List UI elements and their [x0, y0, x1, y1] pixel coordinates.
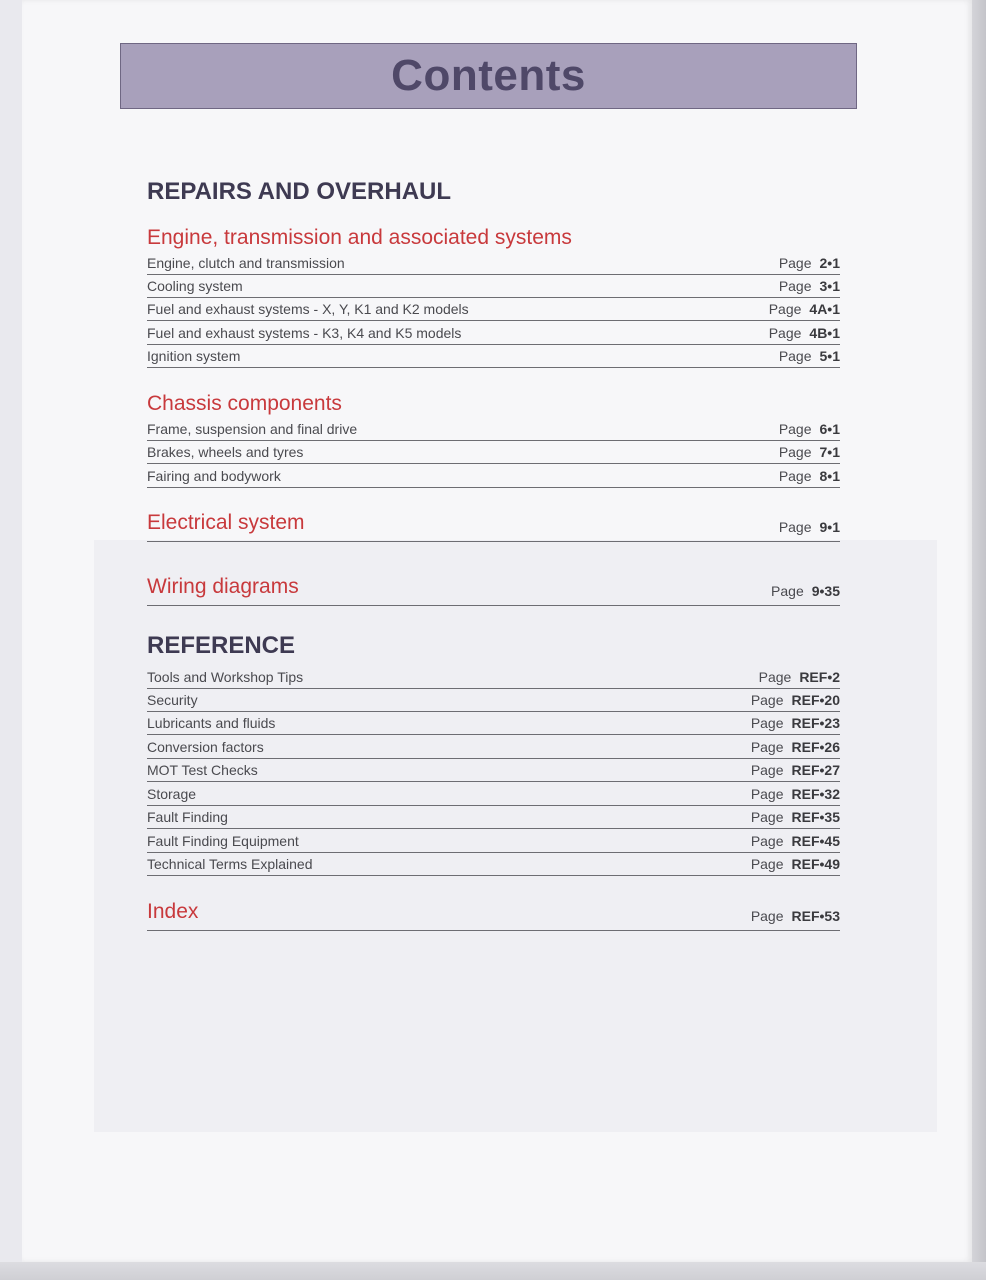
- chassis-section-heading: Chassis components: [147, 392, 342, 415]
- toc-row-page: Page REF•23: [750, 715, 840, 731]
- toc-row-label: Tools and Workshop Tips: [147, 669, 304, 685]
- toc-row-label: Conversion factors: [147, 739, 264, 755]
- toc-row-page: Page REF•45: [750, 833, 840, 849]
- toc-row[interactable]: [147, 853, 840, 876]
- toc-row-page: Page REF•35: [750, 809, 840, 825]
- toc-row-page: Page 9•35: [771, 583, 840, 599]
- toc-row[interactable]: [147, 465, 840, 488]
- toc-row[interactable]: [147, 275, 840, 298]
- toc-row[interactable]: [147, 783, 840, 806]
- toc-row[interactable]: [147, 252, 840, 275]
- toc-row[interactable]: [147, 806, 840, 829]
- toc-row-page: Page REF•27: [750, 762, 840, 778]
- toc-row-label: Cooling system: [147, 278, 243, 294]
- reference-heading: REFERENCE: [147, 632, 296, 659]
- toc-section-row-wiring[interactable]: [147, 570, 840, 606]
- toc-row-page: Page REF•53: [750, 908, 840, 924]
- title-banner: [120, 43, 857, 109]
- toc-row[interactable]: [147, 666, 840, 689]
- toc-row-page: Page REF•49: [750, 856, 840, 872]
- toc-row-label: Security: [147, 692, 198, 708]
- toc-row[interactable]: [147, 830, 840, 853]
- toc-row-label: MOT Test Checks: [147, 762, 258, 778]
- toc-row[interactable]: [147, 441, 840, 464]
- toc-row-label: Technical Terms Explained: [147, 856, 313, 872]
- toc-row[interactable]: [147, 759, 840, 782]
- toc-row-label: Lubricants and fluids: [147, 715, 276, 731]
- page-title: Contents: [391, 51, 586, 100]
- index-section-heading: Index: [147, 900, 199, 923]
- toc-row-page: Page 6•1: [778, 421, 840, 437]
- toc-row-label: Fuel and exhaust systems - K3, K4 and K5 models: [147, 325, 462, 341]
- wiring-section-heading: Wiring diagrams: [147, 575, 299, 598]
- toc-row-page: Page REF•20: [750, 692, 840, 708]
- toc-row-page: Page REF•32: [750, 786, 840, 802]
- toc-row-label: Engine, clutch and transmission: [147, 255, 345, 271]
- engine-section-heading: Engine, transmission and associated systems: [147, 226, 572, 249]
- toc-section-row-electrical[interactable]: [147, 505, 840, 542]
- page-edge-right: [972, 0, 986, 1280]
- toc-row-label: Frame, suspension and final drive: [147, 421, 358, 437]
- toc-row-page: Page 9•1: [778, 519, 840, 535]
- toc-row-page: Page REF•26: [750, 739, 840, 755]
- toc-row-label: Ignition system: [147, 348, 241, 364]
- toc-row-page: Page 4B•1: [768, 325, 840, 341]
- toc-row-page: Page REF•2: [758, 669, 840, 685]
- toc-row-page: Page 5•1: [778, 348, 840, 364]
- toc-row-label: Brakes, wheels and tyres: [147, 444, 304, 460]
- repairs-heading: REPAIRS AND OVERHAUL: [147, 178, 452, 205]
- toc-row-label: Fault Finding Equipment: [147, 833, 299, 849]
- toc-row[interactable]: [147, 736, 840, 759]
- toc-row-label: Fuel and exhaust systems - X, Y, K1 and K2 models: [147, 301, 469, 317]
- toc-row-label: Fairing and bodywork: [147, 468, 281, 484]
- toc-row[interactable]: [147, 322, 840, 345]
- toc-row[interactable]: [147, 345, 840, 368]
- toc-row[interactable]: [147, 298, 840, 321]
- electrical-section-heading: Electrical system: [147, 511, 305, 534]
- toc-row-page: Page 4A•1: [768, 301, 840, 317]
- toc-row-page: Page 7•1: [778, 444, 840, 460]
- toc-row-page: Page 2•1: [778, 255, 840, 271]
- page-edge-bottom: [0, 1262, 986, 1280]
- toc-row[interactable]: [147, 418, 840, 441]
- toc-row[interactable]: [147, 712, 840, 735]
- toc-row-label: Fault Finding: [147, 809, 228, 825]
- toc-row-page: Page 8•1: [778, 468, 840, 484]
- toc-row-label: Storage: [147, 786, 197, 802]
- toc-row[interactable]: [147, 689, 840, 712]
- toc-section-row-index[interactable]: [147, 893, 840, 931]
- toc-row-page: Page 3•1: [778, 278, 840, 294]
